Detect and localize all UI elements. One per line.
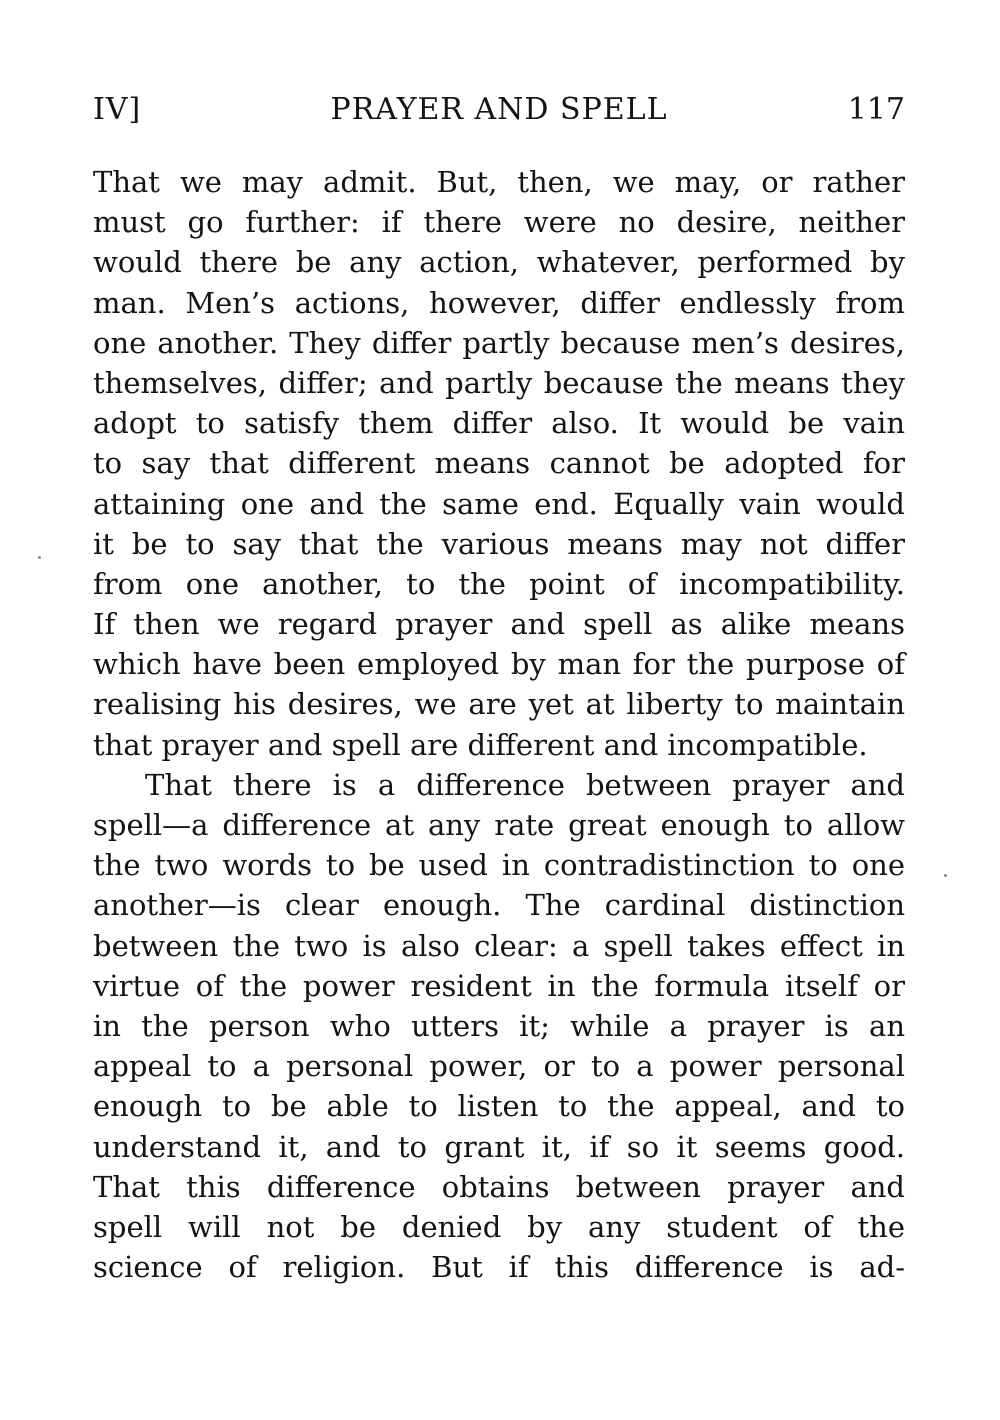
text-line: understand it, and to grant it, if so it seems good.	[93, 1129, 905, 1164]
body-text	[93, 162, 905, 1287]
speck	[944, 874, 947, 877]
paragraph-1	[93, 162, 905, 765]
text-line: That this difference obtains between prayer and	[93, 1169, 905, 1204]
text-line: That there is a difference between prayer and	[145, 767, 905, 802]
text-line: another—is clear enough. The cardinal distinction	[93, 888, 905, 923]
text-line: science of religion. But if this difference is ad-	[93, 1250, 905, 1285]
page-number: 117	[847, 92, 905, 127]
text-line: to say that different means cannot be adopted for	[93, 446, 905, 481]
text-line: man. Men’s actions, however, differ endlessly from	[93, 285, 905, 320]
text-line: adopt to satisfy them differ also. It would be vain	[93, 406, 905, 441]
text-line: If then we regard prayer and spell as alike means	[93, 607, 905, 642]
text-line: spell—a difference at any rate great enough to allow	[93, 808, 905, 842]
text-line: That we may admit. But, then, we may, or rather	[93, 165, 905, 199]
paragraph-2	[93, 765, 905, 1287]
text-line: between the two is also clear: a spell takes effect in	[93, 928, 905, 963]
text-line: the two words to be used in contradistinction to one	[93, 848, 905, 883]
text-line: in the person who utters it; while a prayer is an	[93, 1008, 905, 1043]
text-line: one another. They differ partly because men’s desires,	[93, 325, 905, 360]
text-line: attaining one and the same end. Equally vain would	[93, 486, 905, 521]
text-line: must go further: if there were no desire, neither	[93, 205, 905, 240]
text-line: realising his desires, we are yet at liberty to maintain	[93, 687, 905, 722]
text-line: which have been employed by man for the purpose of	[93, 647, 905, 682]
text-line: enough to be able to listen to the appeal, and to	[93, 1089, 905, 1124]
text-line: appeal to a personal power, or to a power personal	[93, 1049, 905, 1084]
text-line: would there be any action, whatever, performed by	[93, 245, 905, 280]
text-line: themselves, differ; and partly because the means they	[93, 365, 905, 400]
text-line: spell will not be denied by any student of the	[93, 1209, 905, 1244]
text-line: that prayer and spell are different and incompatible.	[93, 727, 868, 762]
chapter-number: IV]	[93, 92, 142, 127]
running-title: PRAYER AND SPELL	[330, 92, 668, 127]
text-line: from one another, to the point of incompatibility.	[93, 566, 905, 601]
text-line: virtue of the power resident in the formula itself or	[93, 968, 905, 1003]
running-head	[93, 88, 905, 132]
speck	[38, 556, 41, 559]
text-line: it be to say that the various means may not differ	[93, 526, 905, 561]
